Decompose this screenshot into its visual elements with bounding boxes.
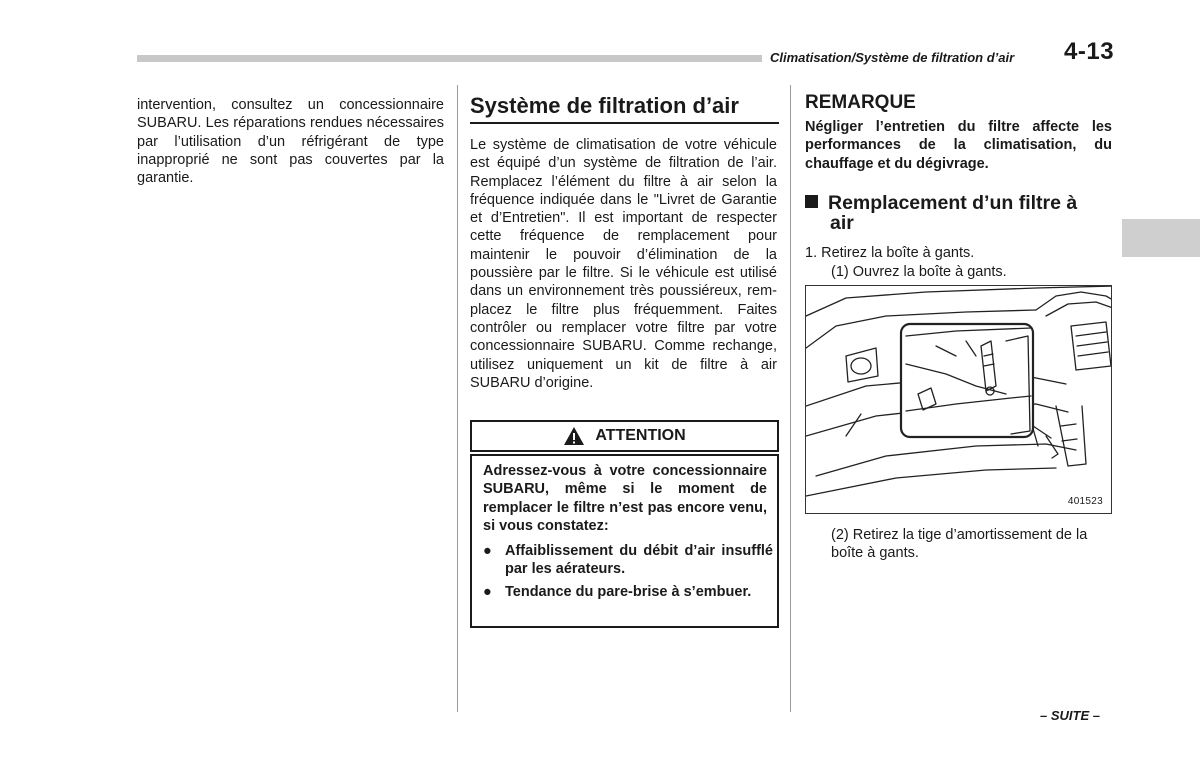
attention-box [470, 454, 779, 628]
subsection-heading-line1: Remplacement d’un filtre à [828, 192, 1078, 214]
attention-intro: Adressez-vous à votre concessionnaire SUBARU, même si le moment de remplacer le filtre n’est pas encore venu, si vous constatez: [483, 463, 767, 534]
column-divider [457, 85, 458, 712]
remarque-text: Négliger l’entretien du filtre affecte les performances de la climatisation, du chauffage et du dégivrage. [805, 119, 1112, 172]
attention-banner [470, 420, 779, 452]
warning-triangle-icon [563, 426, 585, 446]
subsection-heading [805, 193, 1105, 233]
subsection-heading-line2: air [830, 212, 854, 234]
section-heading: Système de filtration d’air [470, 93, 739, 118]
bullet-text: Tendance du pare-brise à s’embuer. [505, 584, 752, 600]
bullet-icon: ● [483, 543, 492, 559]
glovebox-illustration [805, 285, 1112, 514]
continued-label: – SUITE – [1040, 708, 1100, 723]
header-rule [137, 55, 762, 62]
step-1: 1. Retirez la boîte à gants. [805, 245, 975, 261]
attention-bullet [483, 583, 773, 601]
heading-underline [470, 122, 779, 124]
column1-paragraph: intervention, consultez un concessionnaire SUBARU. Les réparations rendues nécessaires par l’utilisation d’un réfrigérant de type inapproprié ne sont pas couvertes par la garantie. [137, 97, 444, 187]
page-number: 4-13 [1064, 38, 1115, 65]
bullet-icon: ● [483, 584, 492, 600]
step-1-substep-1: (1) Ouvrez la boîte à gants. [831, 264, 1007, 280]
square-bullet-icon [805, 195, 818, 208]
figure-code: 401523 [1067, 496, 1103, 507]
attention-label: ATTENTION [595, 427, 686, 444]
step-1-substep-2: (2) Retirez la tige d’amortissement de la boîte à gants. [831, 527, 1088, 562]
running-header-title: Climatisation/Système de filtration d’air [770, 50, 1015, 65]
column-divider [790, 85, 791, 712]
attention-bullet [483, 542, 773, 579]
column2-paragraph: Le système de climatisation de votre véhicule est équipé d’un système de filtration de l’air. Remplacez l’élément du filtre à air selon la fréquence indiquée dans le "Livret de Garantie et d’Entretien". Il est important de respecter cette fréquence de remplacement pour maintenir le pouvoir d’élimination de la poussière par le filtre. Si le véhicule est utilisé dans un environnement très poussiéreux, remplacez le filtre plus fréquemment. Faites contrôler ou remplacer votre filtre par votre concessionnaire SUBARU. Comme rechange, utilisez uniquement un kit de filtre à air SUBARU d’origine. [470, 137, 777, 391]
chapter-thumb-tab [1122, 219, 1200, 257]
remarque-title: REMARQUE [805, 92, 916, 113]
bullet-text: Affaiblissement du débit d’air insufflé par les aérateurs. [505, 543, 773, 578]
